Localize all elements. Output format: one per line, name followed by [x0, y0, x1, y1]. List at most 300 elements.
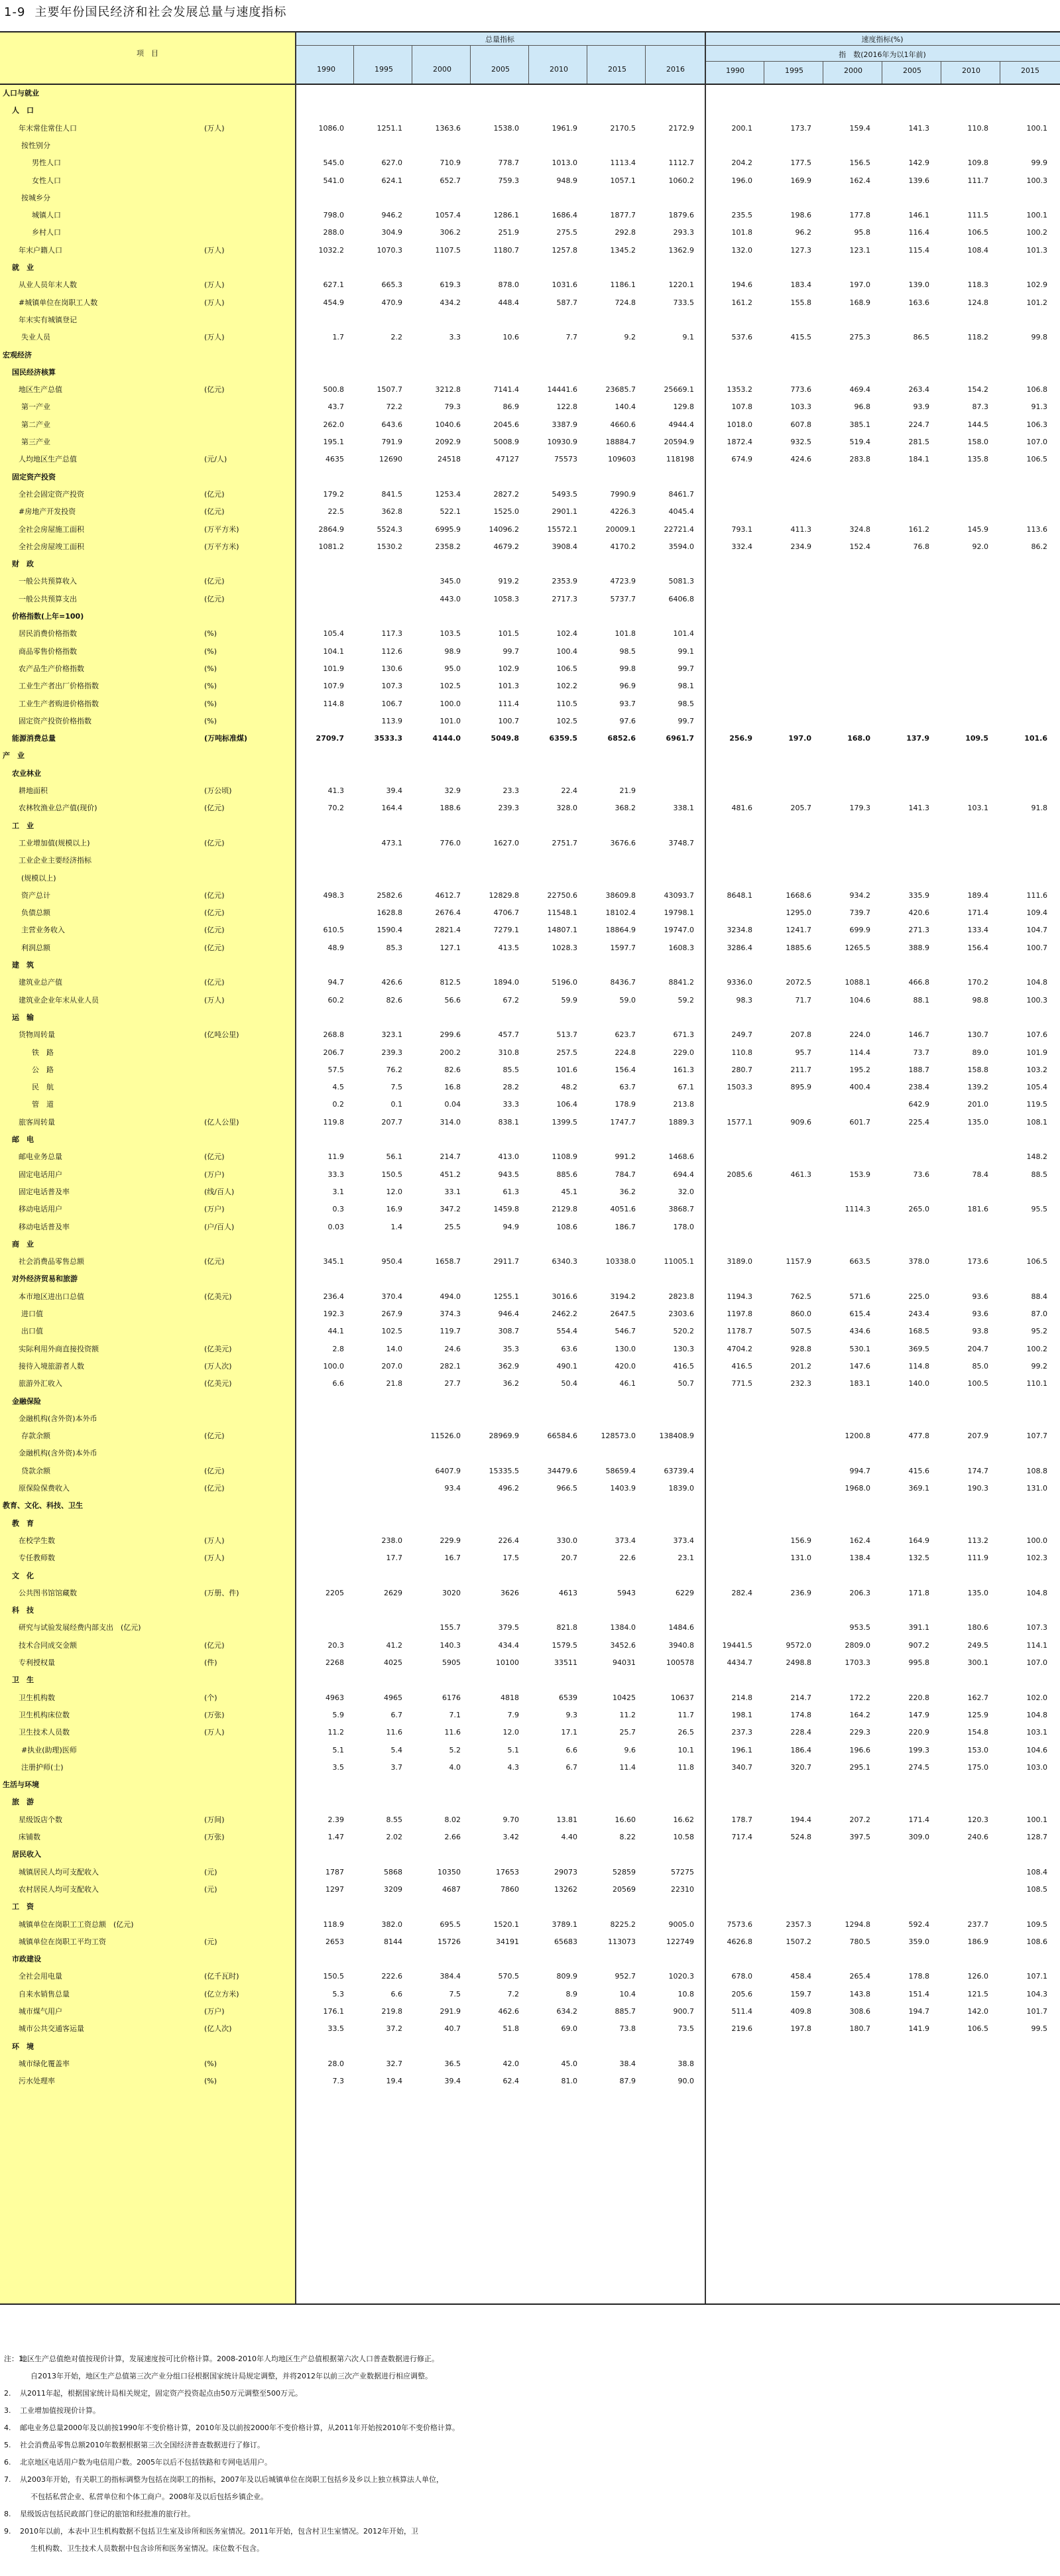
table-row: [0, 2038, 1060, 2055]
total-value-cell: 42.0: [502, 2059, 519, 2068]
table-row: [0, 1463, 1060, 1480]
total-value-cell: 99.7: [502, 646, 519, 656]
total-value-cell: 14441.6: [547, 385, 577, 395]
total-value-cell: 43.7: [327, 402, 344, 412]
speed-value-cell: 91.3: [1031, 402, 1047, 412]
speed-value-cell: 106.8: [1026, 385, 1047, 395]
total-value-cell: 2.39: [327, 1815, 344, 1824]
speed-value-cell: 107.0: [1026, 438, 1047, 446]
total-value-cell: 3868.7: [668, 1205, 694, 1214]
speed-value-cell: 111.5: [967, 211, 988, 220]
speed-value-cell: 237.3: [731, 1728, 752, 1737]
header-sub-rule: [705, 61, 1060, 62]
total-value-cell: 18884.7: [605, 438, 636, 446]
speed-value-cell: 537.6: [731, 333, 752, 342]
row-unit: (%): [204, 646, 217, 656]
total-value-cell: 113073: [608, 1937, 636, 1946]
row-label: 注册护师(士): [21, 1762, 64, 1772]
total-value-cell: 60.2: [327, 995, 344, 1005]
total-value-cell: 122749: [666, 1937, 694, 1946]
row-label: 年末户籍人口: [19, 245, 62, 255]
total-value-cell: 24.6: [444, 1344, 461, 1353]
row-label: 固定电话用户: [19, 1170, 62, 1179]
total-value-cell: 470.9: [381, 298, 402, 307]
total-value-cell: 791.9: [381, 438, 402, 446]
speed-value-cell: 143.8: [849, 1989, 870, 1998]
total-value-cell: 5524.3: [377, 524, 402, 534]
speed-value-cell: 118.3: [967, 280, 988, 290]
row-unit: (%): [204, 699, 217, 708]
total-value-cell: 21.8: [386, 1379, 402, 1388]
total-value-cell: 1107.5: [435, 245, 461, 255]
speed-value-cell: 200.1: [731, 123, 752, 133]
speed-value-cell: 780.5: [849, 1937, 870, 1946]
row-unit: (万人): [204, 333, 225, 342]
speed-value-cell: 674.9: [731, 455, 752, 464]
total-value-cell: 25.5: [444, 1222, 461, 1231]
row-unit: (亿元): [204, 1152, 225, 1162]
total-value-cell: 43093.7: [664, 890, 694, 900]
total-value-cell: 10338.0: [605, 1257, 636, 1266]
speed-value-cell: 224.0: [849, 1030, 870, 1040]
total-value-cell: 1362.9: [668, 245, 694, 255]
total-value-cell: 48.9: [327, 943, 344, 952]
total-value-cell: 362.9: [498, 1361, 519, 1371]
total-value-cell: 219.8: [381, 2007, 402, 2016]
row-label: 农村居民人均可支配收入: [19, 1884, 99, 1894]
total-value-cell: 70.2: [327, 804, 344, 813]
total-value-cell: 99.8: [619, 664, 636, 673]
total-value-cell: 1345.2: [610, 245, 636, 255]
row-unit: (万间): [204, 1815, 225, 1824]
total-value-cell: 473.1: [381, 838, 402, 847]
speed-value-cell: 108.8: [1026, 1466, 1047, 1475]
total-value-cell: 100.7: [498, 716, 519, 725]
speed-value-cell: 183.1: [849, 1379, 870, 1388]
total-value-cell: 101.4: [673, 629, 694, 639]
total-value-cell: 413.5: [498, 943, 519, 952]
row-label: 人 口: [12, 106, 34, 115]
header-year-speed: 1990: [726, 66, 744, 75]
row-label: 年末常住常住人口: [19, 123, 77, 133]
total-value-cell: 207.7: [381, 1117, 402, 1127]
row-unit: (亿人公里): [204, 1117, 239, 1127]
row-label: 全社会房屋竣工面积: [19, 542, 84, 551]
row-unit: (万户): [204, 1205, 225, 1214]
speed-value-cell: 171.4: [967, 908, 988, 918]
total-value-cell: 150.5: [323, 1972, 344, 1981]
total-value-cell: 99.1: [677, 646, 694, 656]
total-value-cell: 93.7: [619, 699, 636, 708]
speed-value-cell: 171.4: [908, 1815, 929, 1824]
speed-value-cell: 179.3: [849, 804, 870, 813]
total-value-cell: 304.9: [381, 228, 402, 237]
total-value-cell: 188.6: [440, 804, 461, 813]
table-row: [0, 992, 1060, 1009]
speed-value-cell: 9336.0: [727, 978, 752, 987]
row-label: 全社会固定资产投资: [19, 489, 84, 499]
speed-value-cell: 108.1: [1026, 1117, 1047, 1127]
speed-value-cell: 103.3: [790, 402, 811, 412]
speed-value-cell: 280.7: [731, 1065, 752, 1074]
speed-value-cell: 89.0: [972, 1048, 988, 1057]
total-value-cell: 4.40: [561, 1833, 577, 1841]
total-value-cell: 570.5: [498, 1972, 519, 1981]
speed-value-cell: 161.2: [731, 298, 752, 307]
speed-value-cell: 107.3: [1026, 1623, 1047, 1632]
total-value-cell: 6340.3: [552, 1257, 577, 1266]
total-value-cell: 0.04: [444, 1100, 461, 1109]
row-label: 建筑业总产值: [19, 978, 62, 987]
speed-value-cell: 106.5: [1026, 455, 1047, 464]
speed-value-cell: 205.7: [790, 804, 811, 813]
row-unit: (万人次): [204, 1361, 232, 1371]
row-label: 货物周转量: [19, 1030, 55, 1040]
table-row: [0, 1288, 1060, 1306]
row-unit: (亿元): [204, 1466, 225, 1475]
table-row: [0, 434, 1060, 451]
row-label: 工业增加值(规模以上): [19, 838, 90, 847]
table-row: [0, 242, 1060, 259]
header-year-total: 1990: [317, 65, 335, 74]
speed-value-cell: 229.3: [849, 1728, 870, 1737]
speed-value-cell: 385.1: [849, 420, 870, 429]
total-value-cell: 554.4: [556, 1327, 577, 1336]
speed-value-cell: 141.3: [908, 123, 929, 133]
total-value-cell: 1058.3: [493, 594, 519, 603]
row-label: 存款余额: [21, 1432, 50, 1441]
total-value-cell: 22310: [671, 1884, 694, 1894]
total-value-cell: 8.22: [619, 1833, 636, 1841]
row-label: 城镇人口: [32, 211, 61, 220]
speed-value-cell: 101.6: [1024, 734, 1047, 743]
row-label: 公共图书馆馆藏数: [19, 1588, 77, 1597]
total-value-cell: 59.2: [677, 995, 694, 1005]
total-value-cell: 1520.1: [493, 1920, 519, 1929]
total-value-cell: 3.3: [449, 333, 461, 342]
total-value-cell: 128573.0: [601, 1432, 636, 1441]
table-row: [0, 1707, 1060, 1724]
speed-value-cell: 111.6: [1026, 890, 1047, 900]
speed-value-cell: 793.1: [731, 524, 752, 534]
speed-value-cell: 116.4: [908, 228, 929, 237]
speed-value-cell: 995.8: [908, 1658, 929, 1667]
total-value-cell: 490.1: [556, 1361, 577, 1371]
total-value-cell: 1070.3: [377, 245, 402, 255]
total-value-cell: 106.5: [556, 664, 577, 673]
row-label: 金融机构(含外资)本外币: [19, 1449, 97, 1458]
table-row: [0, 1550, 1060, 1567]
total-value-cell: 3387.9: [552, 420, 577, 429]
speed-value-cell: 93.8: [972, 1327, 988, 1336]
total-value-cell: 434.4: [498, 1640, 519, 1650]
speed-value-cell: 195.2: [849, 1065, 870, 1074]
total-value-cell: 4613: [559, 1588, 577, 1597]
row-label: 文 化: [12, 1571, 34, 1580]
speed-value-cell: 139.0: [908, 280, 929, 290]
total-value-cell: 87.9: [619, 2077, 636, 2086]
total-value-cell: 17.5: [502, 1554, 519, 1563]
table-row: [0, 2020, 1060, 2038]
total-value-cell: 57275: [671, 1867, 694, 1876]
total-value-cell: 3016.6: [552, 1292, 577, 1301]
row-unit: (亿元): [204, 577, 225, 586]
total-value-cell: 118198: [666, 455, 694, 464]
total-value-cell: 7141.4: [493, 385, 519, 395]
total-value-cell: 4045.4: [668, 507, 694, 517]
total-value-cell: 3626: [501, 1588, 519, 1597]
total-value-cell: 23.1: [677, 1554, 694, 1563]
total-value-cell: 10.8: [677, 1989, 694, 1998]
total-value-cell: 9.70: [502, 1815, 519, 1824]
total-value-cell: 28.0: [327, 2059, 344, 2068]
table-row: [0, 1253, 1060, 1270]
total-value-cell: 8841.2: [668, 978, 694, 987]
speed-value-cell: 71.7: [795, 995, 811, 1005]
speed-value-cell: 135.0: [967, 1588, 988, 1597]
total-value-cell: 420.0: [615, 1361, 636, 1371]
total-value-cell: 1028.3: [552, 943, 577, 952]
total-value-cell: 140.4: [615, 402, 636, 412]
speed-value-cell: 156.5: [849, 158, 870, 168]
table-row: [0, 591, 1060, 608]
row-label: 一般公共预算支出: [19, 594, 77, 603]
total-value-cell: 110.5: [556, 699, 577, 708]
total-value-cell: 16.7: [444, 1554, 461, 1563]
speed-value-cell: 152.4: [849, 542, 870, 551]
total-value-cell: 107.9: [323, 682, 344, 691]
total-value-cell: 347.2: [440, 1205, 461, 1214]
total-value-cell: 63.6: [561, 1344, 577, 1353]
total-value-cell: 1889.3: [668, 1117, 694, 1127]
total-value-cell: 426.6: [381, 978, 402, 987]
total-value-cell: 41.2: [386, 1640, 402, 1650]
speed-value-cell: 103.1: [967, 804, 988, 813]
total-value-cell: 14096.2: [489, 524, 519, 534]
speed-value-cell: 434.6: [849, 1327, 870, 1336]
speed-value-cell: 994.7: [849, 1466, 870, 1475]
row-label: 工业生产者出厂价格指数: [19, 682, 99, 691]
speed-value-cell: 158.8: [967, 1065, 988, 1074]
table-row: [0, 835, 1060, 852]
speed-value-cell: 235.5: [731, 211, 752, 220]
total-value-cell: 1787: [325, 1867, 344, 1876]
total-value-cell: 50.7: [677, 1379, 694, 1388]
speed-value-cell: 511.4: [731, 2007, 752, 2016]
row-unit: (亿元): [204, 489, 225, 499]
table-row: [0, 190, 1060, 207]
total-value-cell: 7.1: [449, 1710, 461, 1719]
total-value-cell: 22721.4: [664, 524, 694, 534]
speed-value-cell: 1241.7: [786, 926, 811, 935]
total-value-cell: 50.4: [561, 1379, 577, 1388]
speed-value-cell: 147.6: [849, 1361, 870, 1371]
table-row: [0, 852, 1060, 869]
total-value-cell: 5.9: [332, 1710, 344, 1719]
speed-value-cell: 194.6: [731, 280, 752, 290]
speed-value-cell: 154.2: [967, 385, 988, 395]
speed-value-cell: 190.3: [967, 1484, 988, 1493]
total-value-cell: 1403.9: [610, 1484, 636, 1493]
speed-value-cell: 88.1: [913, 995, 929, 1005]
total-value-cell: 2.2: [390, 333, 402, 342]
total-value-cell: 257.5: [556, 1048, 577, 1057]
total-value-cell: 16.8: [444, 1083, 461, 1092]
row-label: 工 资: [12, 1902, 34, 1912]
speed-value-cell: 481.6: [731, 804, 752, 813]
speed-value-cell: 1088.1: [845, 978, 870, 987]
total-value-cell: 2629: [384, 1588, 402, 1597]
header-year-speed: 2005: [903, 66, 921, 75]
row-label: 生活与环境: [3, 1780, 39, 1790]
total-value-cell: 37.2: [386, 2024, 402, 2034]
header-year-total: 2016: [666, 65, 685, 74]
total-value-cell: 130.3: [673, 1344, 694, 1353]
speed-value-cell: 699.9: [849, 926, 870, 935]
speed-value-cell: 717.4: [731, 1833, 752, 1841]
speed-value-cell: 177.8: [849, 211, 870, 220]
row-unit: (亿元): [204, 507, 225, 517]
total-value-cell: 946.4: [498, 1310, 519, 1318]
speed-value-cell: 95.8: [854, 228, 870, 237]
speed-value-cell: 163.6: [908, 298, 929, 307]
total-value-cell: 113.9: [381, 716, 402, 725]
table-row: [0, 818, 1060, 835]
table-row: [0, 922, 1060, 939]
row-label: 卫 生: [12, 1676, 34, 1685]
row-label: 宏观经济: [3, 350, 32, 359]
total-value-cell: 12.0: [502, 1728, 519, 1737]
total-value-cell: 23.3: [502, 786, 519, 795]
row-label: #城镇单位在岗职工人数: [19, 298, 98, 307]
row-label: 工 业: [12, 821, 34, 830]
total-value-cell: 33.3: [502, 1100, 519, 1109]
total-value-cell: 10.1: [677, 1745, 694, 1754]
speed-value-cell: 388.9: [908, 943, 929, 952]
total-value-cell: 101.6: [556, 1065, 577, 1074]
total-value-cell: 138408.9: [659, 1432, 694, 1441]
speed-value-cell: 99.8: [1031, 333, 1047, 342]
speed-value-cell: 236.9: [790, 1588, 811, 1597]
total-value-cell: 5.2: [449, 1745, 461, 1754]
table-row: [0, 399, 1060, 416]
total-value-cell: 94.9: [502, 1222, 519, 1231]
total-value-cell: 1286.1: [493, 211, 519, 220]
total-value-cell: 4818: [501, 1693, 519, 1702]
speed-value-cell: 1157.9: [786, 1257, 811, 1266]
speed-value-cell: 100.0: [1026, 1536, 1047, 1545]
total-value-cell: 2303.6: [668, 1310, 694, 1318]
speed-value-cell: 103.2: [1026, 1065, 1047, 1074]
total-value-cell: 6539: [559, 1693, 577, 1702]
total-value-cell: 46.1: [619, 1379, 636, 1388]
total-value-cell: 94031: [613, 1658, 636, 1667]
row-label: 专任教师数: [19, 1554, 55, 1563]
total-value-cell: 39.4: [386, 786, 402, 795]
table-row: [0, 1881, 1060, 1898]
speed-value-cell: 102.0: [1026, 1693, 1047, 1702]
footnote-text: 地区生产总值绝对值按现价计算，发展速度按可比价格计算。2008-2010年人均地区生产总值根据第六次人口普查数据进行修正。: [20, 2355, 439, 2363]
total-value-cell: 213.8: [673, 1100, 694, 1109]
total-value-cell: 1020.3: [668, 1972, 694, 1981]
total-value-cell: 4965: [384, 1693, 402, 1702]
total-value-cell: 102.4: [556, 629, 577, 639]
total-value-cell: 1.4: [390, 1222, 402, 1231]
speed-value-cell: 95.7: [795, 1048, 811, 1057]
table-row: [0, 1968, 1060, 1985]
speed-value-cell: 196.6: [849, 1745, 870, 1754]
total-value-cell: 3.7: [390, 1762, 402, 1772]
speed-value-cell: 111.7: [967, 176, 988, 185]
table-row: [0, 1184, 1060, 1201]
header-total-group: 总量指标: [485, 35, 514, 44]
total-value-cell: 10425: [613, 1693, 636, 1702]
speed-value-cell: 107.6: [1026, 1030, 1047, 1040]
total-value-cell: 4025: [384, 1658, 402, 1667]
speed-value-cell: 101.9: [1026, 1048, 1047, 1057]
total-value-cell: 494.0: [440, 1292, 461, 1301]
row-label: 固定资产投资价格指数: [19, 716, 91, 725]
total-value-cell: 1112.7: [668, 158, 694, 168]
total-value-cell: 51.8: [502, 2024, 519, 2034]
total-value-cell: 2.8: [332, 1344, 344, 1353]
row-label: 能源消费总量: [12, 734, 56, 743]
footnote-text: 从2011年起，根据国家统计局相关规定，固定资产投资起点由50万元调整至500万元。: [20, 2389, 302, 2398]
speed-value-cell: 106.5: [1026, 1257, 1047, 1266]
row-unit: (亿元): [204, 594, 225, 603]
speed-value-cell: 173.7: [790, 123, 811, 133]
speed-value-cell: 127.3: [790, 245, 811, 255]
row-label: 工业生产者购进价格指数: [19, 699, 99, 708]
total-value-cell: 14.0: [386, 1344, 402, 1353]
speed-value-cell: 101.8: [731, 228, 752, 237]
total-value-cell: 370.4: [381, 1292, 402, 1301]
speed-value-cell: 174.7: [967, 1466, 988, 1475]
total-value-cell: 2709.7: [316, 734, 344, 743]
total-value-cell: 61.3: [502, 1187, 519, 1196]
table-row: [0, 1619, 1060, 1636]
total-value-cell: 2205: [325, 1588, 344, 1597]
total-value-cell: 2717.3: [552, 594, 577, 603]
row-label: 年末实有城镇登记: [19, 315, 77, 324]
speed-value-cell: 156.9: [790, 1536, 811, 1545]
speed-value-cell: 1668.6: [786, 890, 811, 900]
table-row: [0, 800, 1060, 817]
speed-value-cell: 409.8: [790, 2007, 811, 2016]
total-value-cell: 4687: [442, 1884, 461, 1894]
total-value-cell: 330.0: [556, 1536, 577, 1545]
total-value-cell: 643.6: [381, 420, 402, 429]
total-value-cell: 8144: [384, 1937, 402, 1946]
row-label: 旅客周转量: [19, 1117, 55, 1127]
table-row: [0, 1585, 1060, 1602]
row-label: 地区生产总值: [19, 385, 62, 395]
speed-value-cell: 87.0: [1031, 1310, 1047, 1318]
speed-value-cell: 201.0: [967, 1100, 988, 1109]
speed-value-cell: 138.4: [849, 1554, 870, 1563]
total-value-cell: 759.3: [498, 176, 519, 185]
header-col-rule: [470, 46, 471, 84]
speed-value-cell: 3189.0: [727, 1257, 752, 1266]
total-value-cell: 5081.3: [668, 577, 694, 586]
speed-value-cell: 104.8: [1026, 1588, 1047, 1597]
total-value-cell: 900.7: [673, 2007, 694, 2016]
speed-value-cell: 172.2: [849, 1693, 870, 1702]
total-value-cell: 1961.9: [552, 123, 577, 133]
total-value-cell: 6.7: [390, 1710, 402, 1719]
total-value-cell: 226.4: [498, 1536, 519, 1545]
total-value-cell: 841.5: [381, 489, 402, 499]
